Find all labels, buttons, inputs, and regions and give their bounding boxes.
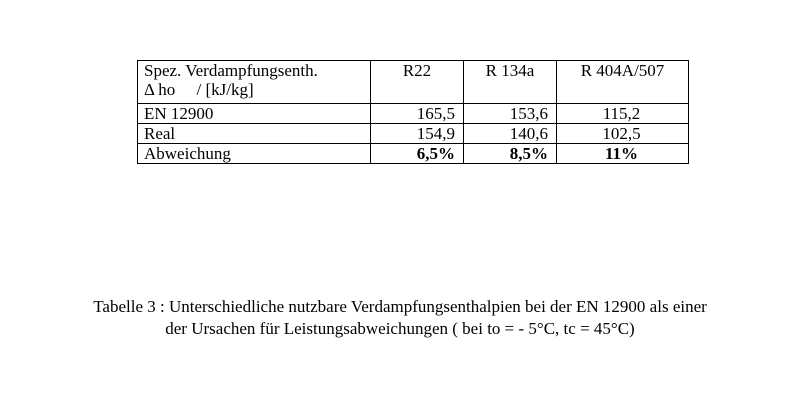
cell-value: 115,2 (557, 104, 689, 124)
cell-value: 11% (557, 144, 689, 164)
header-label-cell (138, 61, 371, 104)
table-row (138, 104, 689, 124)
row-label: EN 12900 (138, 104, 371, 124)
cell-value: 102,5 (557, 124, 689, 144)
cell-value: 140,6 (464, 124, 557, 144)
table-row (138, 124, 689, 144)
cell-value: 154,9 (371, 124, 464, 144)
header-label-line1: Spez. Verdampfungsenth. (144, 61, 318, 80)
cell-value: 153,6 (464, 104, 557, 124)
row-label: Abweichung (138, 144, 371, 164)
enthalpy-table (137, 60, 689, 164)
header-label-line2: Δ ho / [kJ/kg] (144, 80, 254, 99)
table-header-row (138, 61, 689, 104)
cell-value: 165,5 (371, 104, 464, 124)
caption-line1: Tabelle 3 : Unterschiedliche nutzbare Verdampfungsenthalpien bei der EN 12900 als einer (93, 297, 707, 316)
cell-value: 6,5% (371, 144, 464, 164)
cell-value: 8,5% (464, 144, 557, 164)
table-caption (20, 296, 780, 340)
table-row (138, 144, 689, 164)
header-col-r22: R22 (371, 61, 464, 104)
row-label: Real (138, 124, 371, 144)
header-col-r134a: R 134a (464, 61, 557, 104)
caption-line2: der Ursachen für Leistungsabweichungen ( bei to = - 5°C, tc = 45°C) (165, 319, 635, 338)
header-col-r404a-507: R 404A/507 (557, 61, 689, 104)
